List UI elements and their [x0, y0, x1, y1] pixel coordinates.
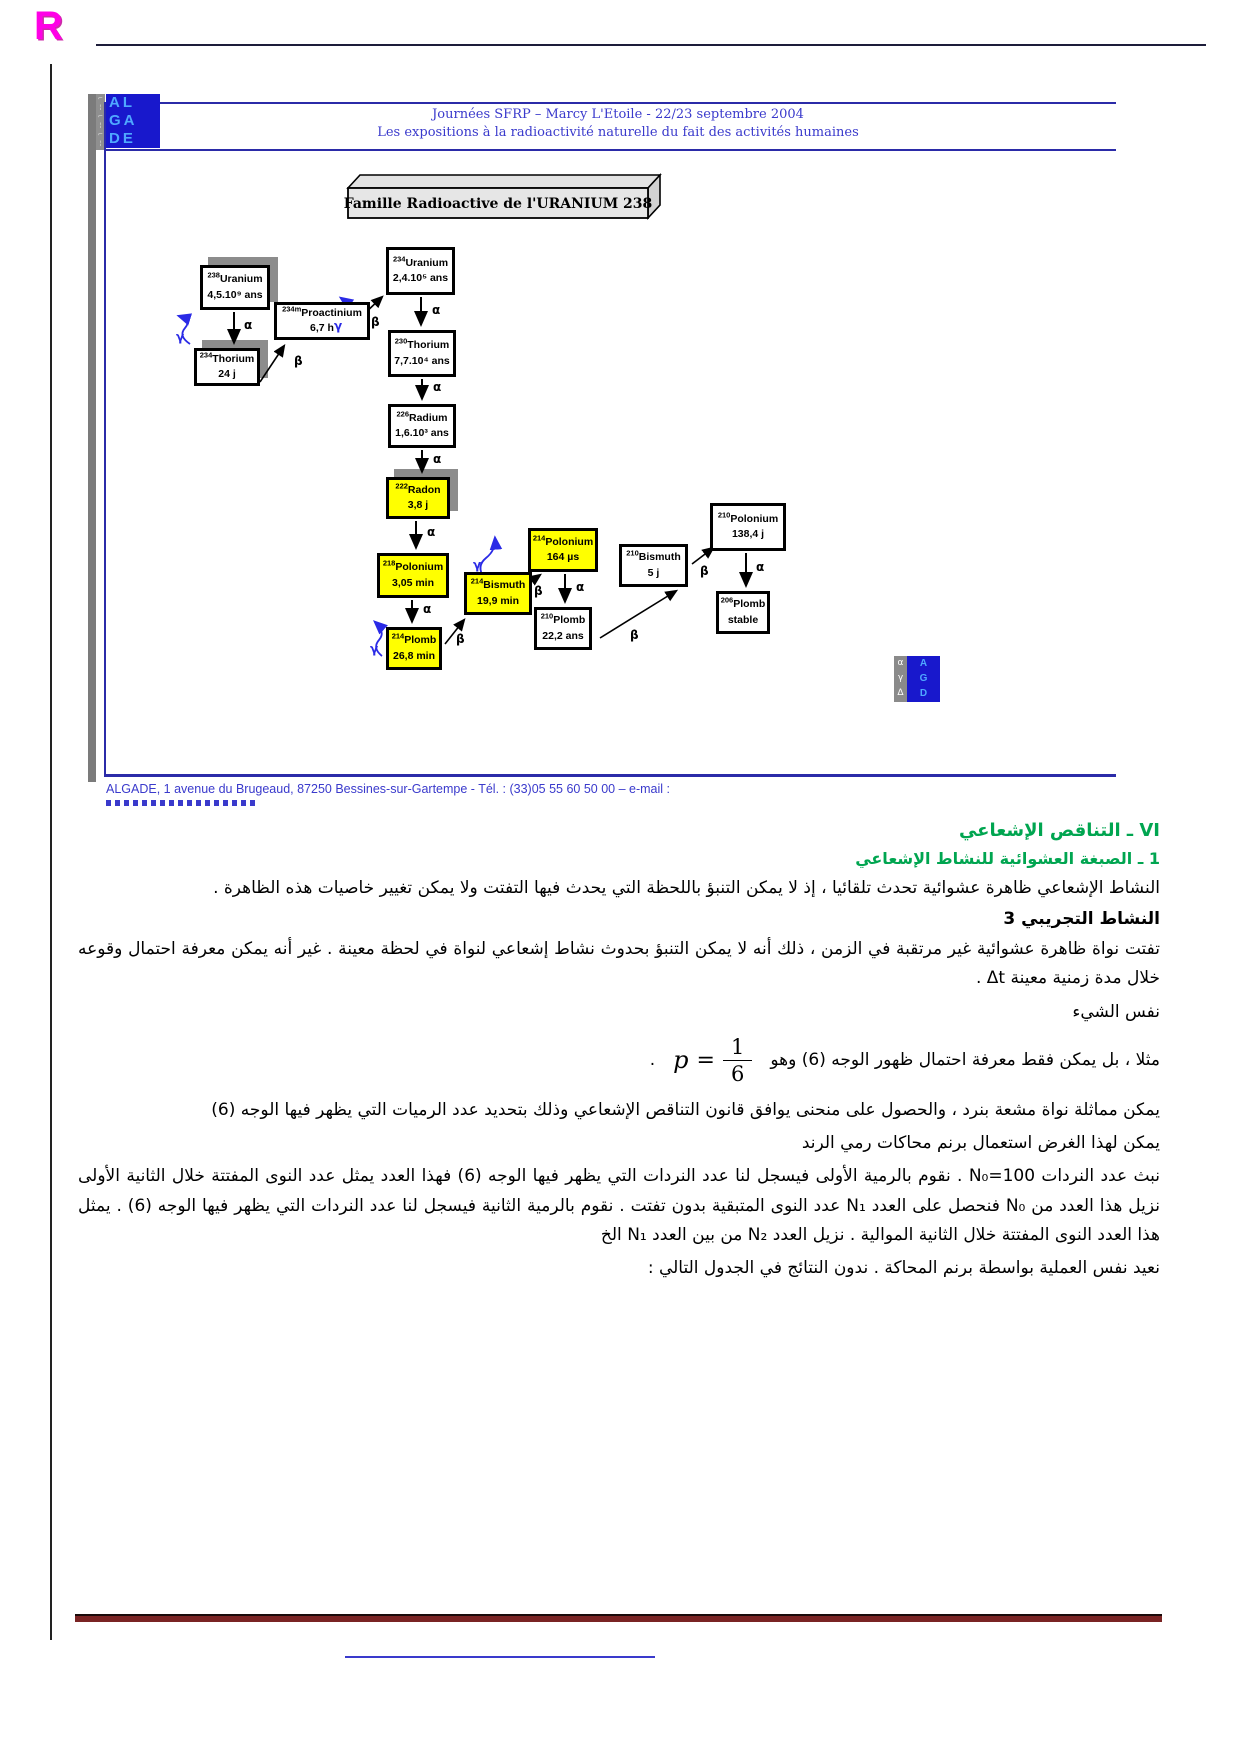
paragraph: تفتت نواة ظاهرة عشوائية غير مرتقبة في الزمن ، ذلك أنه لا يمكن التنبؤ بحدوث نشاط إشعاعي لنواة في لحظة معينة . غير أنه يمكن معرفة احتمال وقوعه خلال مدة زمنية معينة Δt . [78, 939, 1160, 989]
beta-label: β [456, 632, 465, 646]
formula-pre-text: مثلا ، بل يمكن فقط معرفة احتمال ظهور الوجه (6) وهو [770, 1050, 1160, 1071]
nuclide-halflife: 3,8 j [407, 499, 429, 511]
nuclide-halflife: 3,05 min [391, 576, 435, 589]
algade-logo-row: GA [109, 112, 138, 129]
nuclide-box-th230 [388, 330, 456, 377]
nuclide-box-u238 [200, 265, 270, 310]
nuclide-halflife: 164 µs [546, 551, 580, 563]
gamma-label: γ [334, 319, 343, 333]
nuclide-box-pb206 [716, 591, 770, 634]
decay-arrows [88, 92, 1120, 810]
nuclide-halflife: 4,5.10⁹ ans [207, 288, 263, 301]
corner-r-logo: R [34, 4, 63, 48]
nuclide-name: $^{234}$Thorium [199, 350, 255, 365]
beta-label: β [294, 354, 303, 368]
mini-logo-letters: A G D [907, 656, 940, 702]
nuclide-box-po218 [377, 553, 449, 598]
slide-glyph-strip: ⌐ ¦ ⌐ ¦ ⌐ ¦ [96, 94, 105, 150]
nuclide-halflife: 5 j [647, 566, 660, 579]
slide-title: Famille Radioactive de l'URANIUM 238 [343, 196, 653, 212]
beta-label: β [700, 564, 709, 578]
nuclide-name: $^{214}$Plomb [391, 631, 437, 647]
nuclide-box-rn222 [386, 477, 450, 519]
alpha-label: α [244, 318, 253, 332]
nuclide-halflife: 7,7.10⁴ ans [394, 354, 450, 367]
alpha-label: α [423, 602, 432, 616]
nuclide-name: $^{230}$Thorium [394, 336, 450, 352]
algade-logo-row: AL [109, 94, 135, 111]
beta-label: β [534, 584, 543, 598]
beta-label: β [371, 315, 380, 329]
nuclide-box-pb214 [386, 627, 442, 670]
formula-variable: p [673, 1046, 689, 1075]
nuclide-name: $^{218}$Polonium [382, 558, 444, 574]
nuclide-box-ra226 [388, 404, 456, 448]
probability-formula-line [78, 1035, 1160, 1086]
nuclide-halflife: 1,6.10³ ans [395, 427, 449, 439]
formula-period: . [649, 1050, 656, 1071]
top-rule [96, 44, 1206, 46]
paragraph: نعيد نفس العملية بواسطة برنم المحاكة . ندون النتائج في الجدول التالي : [647, 1258, 1160, 1279]
algade-logo-row: DE [109, 130, 136, 147]
nuclide-box-bi210 [619, 544, 688, 587]
activity-heading: النشاط التجريبي 3 [1003, 909, 1160, 930]
fraction-denominator: 6 [730, 1061, 745, 1086]
nuclide-halflife: 138,4 j [731, 528, 765, 540]
nuclide-name: $^{234}$Uranium [392, 254, 449, 269]
nuclide-halflife: 6,7 h [310, 322, 334, 334]
slide-header-line2: Les expositions à la radioactivité naturelle du fait des activités humaines [377, 125, 859, 140]
nuclide-box-pa234m [274, 302, 370, 340]
nuclide-halflife: 26,8 min [392, 649, 436, 662]
nuclide-box-pb210 [534, 607, 592, 650]
alpha-label: α [432, 303, 441, 317]
arabic-body [78, 820, 1160, 1287]
page-left-border [50, 64, 52, 1640]
formula-equals: = [696, 1047, 715, 1073]
nuclide-halflife: stable [727, 613, 759, 626]
nuclide-box-th234 [194, 348, 260, 386]
paragraph: النشاط الإشعاعي ظاهرة عشوائية تحدث تلقائيا ، إذ لا يمكن التنبؤ باللحظة التي يحدث فيها التفتت ولا يمكن تغيير خاصيات هذه الظاهرة . [213, 878, 1160, 898]
paragraph: نبث عدد النردات N₀=100 . نقوم بالرمية الأولى فيسجل لنا عدد النردات التي يظهر فيها الوجه (6) فهذا العدد يمثل عدد النوى المفتتة خلال الثانية الأولى نزيل هذا العدد من N₀ فنحصل على العدد N₁ عدد النوى المتبقية بدون تفتت . نقوم بالرمية الثانية فيسجل لنا عدد النردات التي يظهر فيها الوجه (6) . يمثل هذا العدد النوى المفتتة خلال الثانية الموالية . نزيل العدد N₂ من بين العدد N₁ الخ [78, 1166, 1160, 1245]
nuclide-name: $^{210}$Bismuth [626, 548, 681, 564]
nuclide-box-po214 [528, 528, 598, 572]
paragraph: يمكن لهذا الغرض استعمال برنم محاكات رمي الرند [801, 1133, 1160, 1154]
alpha-label: α [433, 452, 442, 466]
alpha-label: α [756, 560, 765, 574]
nuclide-name: $^{234m}$Proactinium [282, 304, 362, 319]
alpha-label: α [427, 525, 436, 539]
footer-divider-rule [345, 1656, 655, 1658]
paragraph: نفس الشيء [1072, 1001, 1160, 1022]
gamma-label: γ [370, 642, 379, 656]
mini-logo-symbols: α γ Δ [894, 656, 907, 702]
nuclide-name: $^{206}$Plomb [720, 595, 766, 611]
nuclide-halflife: 2,4.10⁵ ans [392, 272, 449, 284]
nuclide-halflife: 22,2 ans [542, 629, 584, 642]
gamma-label: γ [176, 330, 185, 344]
nuclide-name: $^{210}$Polonium [717, 510, 779, 525]
paragraph: يمكن مماثلة نواة مشعة بنرد ، والحصول على منحنى يوافق قانون التناقص الإشعاعي وذلك بتحديد عدد الرميات التي يظهر فيها الوجه (6) [211, 1099, 1160, 1120]
gamma-label: γ [473, 558, 482, 572]
formula-fraction [723, 1035, 752, 1086]
slide-header-line1: Journées SFRP – Marcy L'Etoile - 22/23 septembre 2004 [432, 107, 804, 122]
section-heading: VI ـ التناقص الإشعاعي [958, 820, 1160, 841]
nuclide-name: $^{238}$Uranium [207, 270, 263, 286]
embedded-slide-image [88, 92, 1120, 810]
nuclide-halflife: 24 j [218, 368, 236, 380]
nuclide-halflife: 19,9 min [476, 594, 520, 607]
bottom-maroon-rule [75, 1614, 1162, 1622]
alpha-label: α [433, 380, 442, 394]
nuclide-box-u234 [386, 247, 455, 295]
probability-formula [673, 1035, 752, 1086]
nuclide-name: $^{222}$Radon [395, 481, 441, 496]
nuclide-box-bi214 [464, 572, 532, 615]
fraction-numerator: 1 [723, 1035, 752, 1061]
slide-footer-address: ALGADE, 1 avenue du Brugeaud, 87250 Bessines-sur-Gartempe - Tél. : (33)05 55 60 50 00 – e-mail : [106, 782, 670, 796]
beta-label: β [630, 628, 639, 642]
nuclide-name: $^{214}$Polonium [532, 533, 594, 548]
nuclide-name: $^{214}$Bismuth [470, 576, 526, 592]
nuclide-name: $^{210}$Plomb [540, 611, 586, 627]
subsection-heading: 1 ـ الصبغة العشوائية للنشاط الإشعاعي [855, 849, 1160, 868]
nuclide-name: $^{226}$Radium [396, 409, 448, 424]
alpha-label: α [576, 580, 585, 594]
nuclide-box-po210 [710, 503, 786, 551]
